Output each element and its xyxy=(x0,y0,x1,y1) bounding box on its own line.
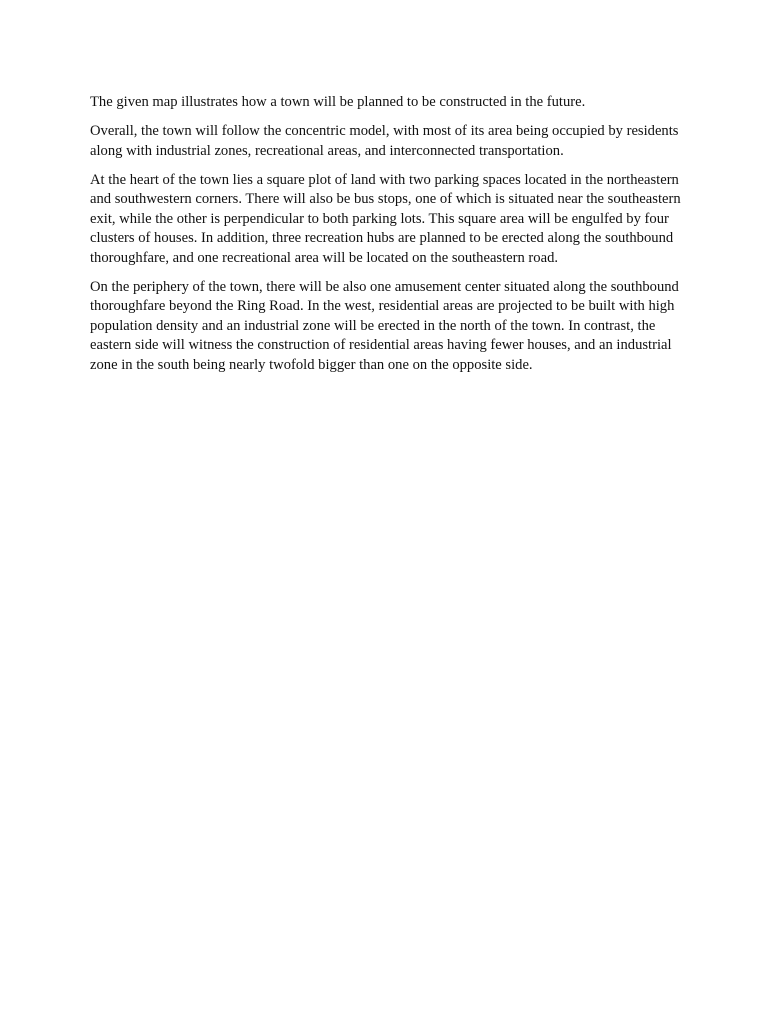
paragraph-intro: The given map illustrates how a town will be planned to be constructed in the future. xyxy=(90,94,586,110)
paragraph-periphery: On the periphery of the town, there will be also one amusement center situated along the southbound thoroughfare beyond the Ring Road. In the west, residential areas are projected to be built with high population density and an industrial zone will be erected in the north of the town. In contrast, the eastern side will witness the construction of residential areas having fewer houses, and an industrial zone in the south being nearly twofold bigger than one on the opposite side. xyxy=(90,278,679,373)
paragraph-overview: Overall, the town will follow the concentric model, with most of its area being occupied by residents along with industrial zones, recreational areas, and interconnected transportation. xyxy=(90,123,679,159)
document-body xyxy=(90,93,682,385)
paragraph-town-center: At the heart of the town lies a square plot of land with two parking spaces located in the northeastern and southwestern corners. There will also be bus stops, one of which is situated near the southeastern exit, while the other is perpendicular to both parking lots. This square area will be engulfed by four clusters of houses. In addition, three recreation hubs are planned to be erected along the southbound thoroughfare, and one recreational area will be located on the southeastern road. xyxy=(90,171,681,266)
